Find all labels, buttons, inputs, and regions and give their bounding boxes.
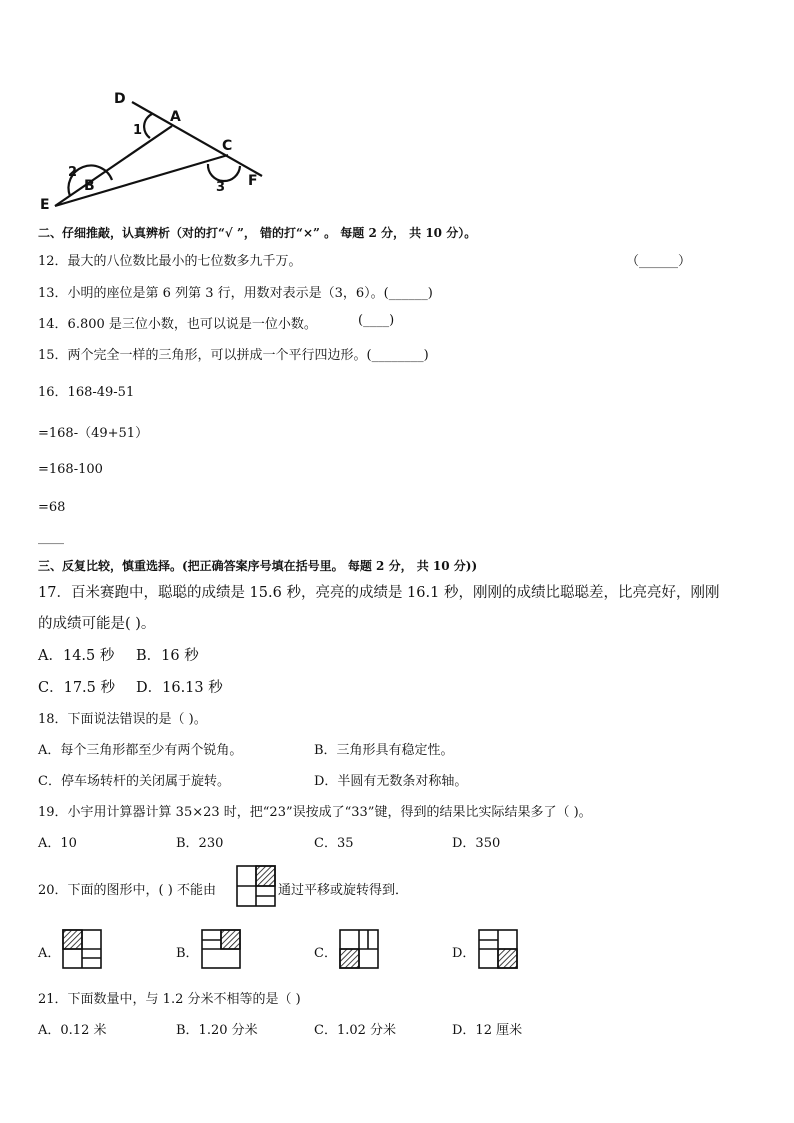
angle-arc-3 bbox=[208, 164, 240, 181]
line-e-c bbox=[55, 155, 228, 206]
section2-heading: 二、仔细推敲，认真辨析（对的打“√ ”， 错的打“×” 。 每题 2 分， 共 10 分）。 bbox=[38, 226, 477, 240]
question-14-blank[interactable]: (____) bbox=[358, 313, 395, 328]
q17-option-a[interactable]: A．14.5 秒 bbox=[38, 648, 115, 664]
question-21: 21．下面数量中，与 1.2 分米不相等的是（ ) bbox=[38, 992, 301, 1007]
q17-option-b[interactable]: B．16 秒 bbox=[136, 648, 199, 664]
q18-option-d[interactable]: D．半圆有无数条对称轴。 bbox=[314, 774, 468, 789]
figure-labels bbox=[40, 91, 258, 213]
line-e-a bbox=[55, 126, 172, 206]
q20-option-c-figure bbox=[340, 930, 378, 968]
angle-label-1: 1 bbox=[133, 123, 143, 138]
question-12: 12．最大的八位数比最小的七位数多九千万。 bbox=[38, 254, 302, 269]
question-14: 14．6.800 是三位小数，也可以说是一位小数。 bbox=[38, 317, 317, 332]
point-label-d: D bbox=[114, 91, 126, 107]
q20-option-a[interactable]: A． bbox=[38, 946, 61, 961]
point-label-b: B bbox=[84, 178, 95, 194]
question-16-blank[interactable]: ____ bbox=[38, 530, 64, 545]
question-19: 19．小宇用计算器计算 35×23 时，把“23”误按成了“33”键，得到的结果比实际结果多了（ )。 bbox=[38, 805, 592, 820]
q19-option-a[interactable]: A．10 bbox=[38, 836, 77, 851]
question-18: 18．下面说法错误的是（ )。 bbox=[38, 712, 207, 727]
question-17-line2: 的成绩可能是( )。 bbox=[38, 616, 156, 632]
angle-label-2: 2 bbox=[68, 165, 78, 180]
section3-heading: 三、反复比较，慎重选择。(把正确答案序号填在括号里。 每题 2 分， 共 10 分)) bbox=[38, 559, 478, 573]
question-16-line4: =68 bbox=[38, 500, 66, 515]
q20-option-d-figure bbox=[479, 930, 517, 968]
q21-option-d[interactable]: D．12 厘米 bbox=[452, 1023, 523, 1038]
question-16-line2: =168-（49+51） bbox=[38, 426, 149, 441]
q21-option-a[interactable]: A．0.12 米 bbox=[38, 1023, 107, 1038]
question-13: 13．小明的座位是第 6 列第 3 行，用数对表示是（3，6）。(______) bbox=[38, 286, 433, 301]
angle-arc-1 bbox=[144, 114, 152, 138]
q20-option-b-figure bbox=[202, 930, 240, 968]
point-label-e: E bbox=[40, 197, 50, 213]
q18-option-a[interactable]: A．每个三角形都至少有两个锐角。 bbox=[38, 743, 243, 758]
q20-option-a-figure bbox=[63, 930, 101, 968]
point-label-a: A bbox=[170, 109, 181, 125]
angle-figure bbox=[55, 102, 262, 206]
question-20-text-before: 20．下面的图形中，( ) 不能由 bbox=[38, 883, 216, 898]
angle-label-3: 3 bbox=[216, 180, 226, 195]
q20-option-c[interactable]: C． bbox=[314, 946, 337, 961]
point-label-c: C bbox=[222, 138, 233, 154]
q21-option-b[interactable]: B．1.20 分米 bbox=[176, 1023, 258, 1038]
question-15: 15．两个完全一样的三角形，可以拼成一个平行四边形。(________) bbox=[38, 348, 429, 363]
point-label-f: F bbox=[248, 173, 258, 189]
q17-option-c[interactable]: C．17.5 秒 bbox=[38, 680, 115, 696]
angle-arc-2 bbox=[69, 166, 112, 196]
q20-reference-figure bbox=[237, 866, 275, 906]
q21-option-c[interactable]: C．1.02 分米 bbox=[314, 1023, 397, 1038]
question-12-blank[interactable]: （______） bbox=[626, 254, 692, 269]
q20-option-b[interactable]: B． bbox=[176, 946, 199, 961]
q19-option-b[interactable]: B．230 bbox=[176, 836, 224, 851]
q19-option-c[interactable]: C．35 bbox=[314, 836, 354, 851]
q17-option-d[interactable]: D．16.13 秒 bbox=[136, 680, 223, 696]
q20-option-d[interactable]: D． bbox=[452, 946, 476, 961]
line-d-f bbox=[132, 102, 262, 176]
question-17-line1: 17．百米赛跑中，聪聪的成绩是 15.6 秒，亮亮的成绩是 16.1 秒，刚刚的成绩比聪聪差，比亮亮好，刚刚 bbox=[38, 585, 720, 601]
question-20-text-after: 通过平移或旋转得到． bbox=[278, 883, 409, 898]
q18-option-b[interactable]: B．三角形具有稳定性。 bbox=[314, 743, 454, 758]
q18-option-c[interactable]: C．停车场转杆的关闭属于旋转。 bbox=[38, 774, 230, 789]
question-16-line3: =168-100 bbox=[38, 462, 103, 477]
question-16-line1: 16．168-49-51 bbox=[38, 385, 135, 400]
q19-option-d[interactable]: D．350 bbox=[452, 836, 501, 851]
